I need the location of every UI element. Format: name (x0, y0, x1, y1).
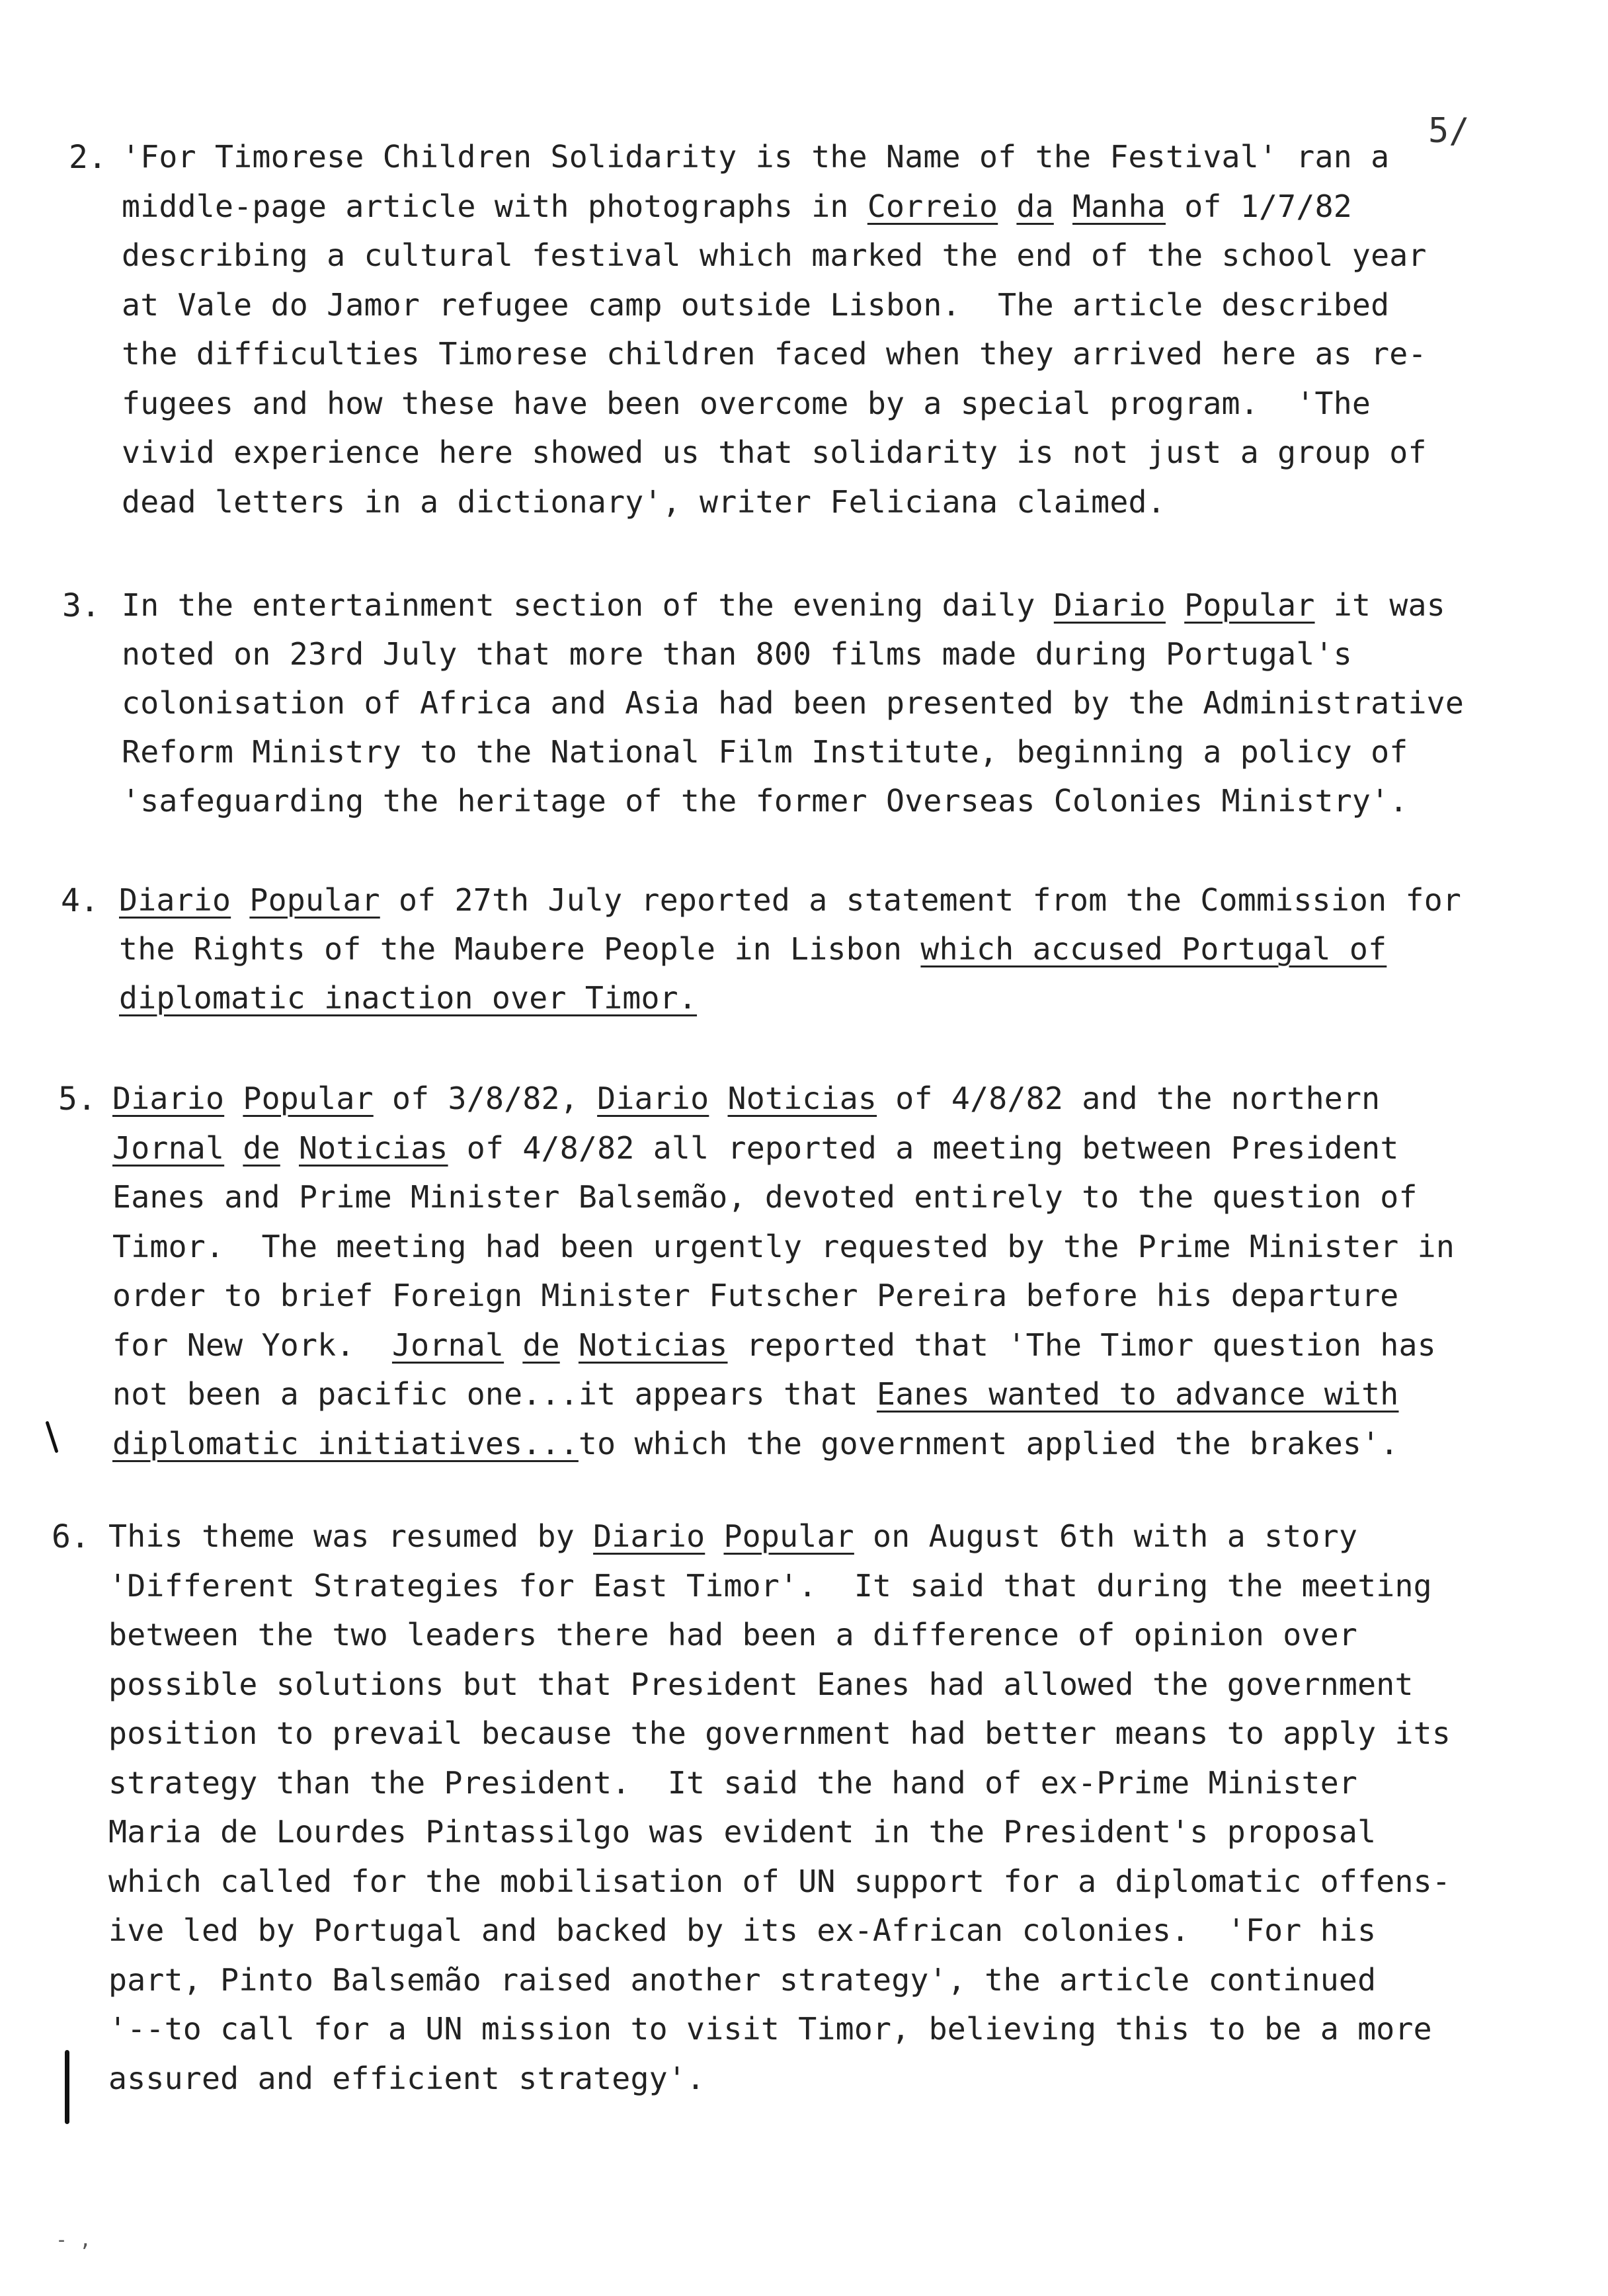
text-segment: which called for the mobilisation of UN support for a diplomatic offens- (108, 1863, 1451, 1899)
text-segment: middle-page article with photographs in (122, 188, 867, 224)
underlined-text: Popular (1184, 587, 1315, 623)
text-line (122, 783, 1408, 819)
text-segment: Eanes and Prime Minister Balsemão, devoted entirely to the question of (112, 1179, 1418, 1215)
text-line (108, 1864, 1451, 1899)
text-line (122, 188, 1352, 224)
text-line (108, 1568, 1432, 1604)
text-segment: of 1/7/82 (1166, 188, 1352, 224)
text-segment: of 4/8/82 and the northern (877, 1081, 1381, 1116)
text-segment: Reform Ministry to the National Film Institute, beginning a policy of (122, 734, 1408, 770)
text-line (119, 882, 1461, 918)
text-segment: of 3/8/82, (373, 1081, 598, 1116)
text-line (112, 1130, 1399, 1166)
text-line (122, 636, 1352, 672)
text-segment: fugees and how these have been overcome by a special program. 'The (122, 385, 1371, 421)
margin-mark (45, 1420, 58, 1453)
text-segment (231, 882, 249, 918)
text-line (108, 1765, 1357, 1801)
text-segment: the Rights of the Maubere People in Lisbon (119, 931, 921, 967)
underlined-text: Noticias (578, 1327, 728, 1363)
text-segment: reported that 'The Timor question has (727, 1327, 1436, 1363)
margin-mark (65, 2050, 69, 2124)
text-segment (709, 1081, 727, 1116)
text-segment (224, 1130, 243, 1166)
underlined-text: Popular (243, 1081, 374, 1116)
text-segment (705, 1518, 723, 1554)
text-segment: at Vale do Jamor refugee camp outside Lisbon. The article described (122, 286, 1390, 323)
text-segment: 'safeguarding the heritage of the former Overseas Colonies Ministry'. (122, 783, 1408, 819)
underlined-text: Correio (867, 188, 998, 224)
item-number: 3. (62, 587, 100, 624)
text-line (122, 386, 1371, 421)
underlined-text: Noticias (727, 1081, 877, 1116)
text-line (112, 1179, 1418, 1215)
underlined-text: Diario (597, 1081, 709, 1116)
text-segment (998, 188, 1016, 224)
text-line (112, 1278, 1398, 1313)
text-line (108, 2011, 1432, 2047)
underlined-text: de (522, 1327, 560, 1363)
item-number: 2. (69, 139, 107, 176)
underlined-text: de (243, 1129, 280, 1166)
text-line (122, 734, 1408, 770)
scan-artifact: - , (56, 2229, 92, 2252)
underlined-text: Manha (1072, 188, 1166, 224)
text-segment: on August 6th with a story (854, 1518, 1358, 1554)
text-segment (1054, 188, 1072, 224)
underlined-text: Noticias (299, 1129, 448, 1166)
text-line (122, 237, 1427, 273)
text-line (112, 1081, 1380, 1116)
text-line (122, 484, 1166, 520)
text-line (108, 2061, 705, 2096)
text-segment: Timor. The meeting had been urgently requested by the Prime Minister in (112, 1228, 1455, 1264)
text-segment: 'Different Strategies for East Timor'. It said that during the meeting (108, 1567, 1432, 1604)
text-segment: part, Pinto Balsemão raised another strategy', the article continued (108, 1961, 1377, 1998)
text-segment: not been a pacific one...it appears that (112, 1376, 877, 1412)
text-segment: it was (1314, 587, 1445, 623)
text-segment (504, 1327, 522, 1363)
text-segment: position to prevail because the government had better means to apply its (108, 1715, 1451, 1751)
text-line (122, 287, 1389, 323)
underlined-text: Diario (112, 1081, 225, 1116)
text-line (108, 1912, 1376, 1948)
text-line (112, 1376, 1399, 1412)
text-segment: the difficulties Timorese children faced when they arrived here as re- (122, 336, 1427, 372)
text-segment: to which the government applied the brakes'. (578, 1425, 1399, 1461)
underlined-text: diplomatic inaction over Timor. (119, 980, 698, 1016)
text-segment: colonisation of Africa and Asia had been presented by the Administrative (122, 685, 1465, 721)
underlined-text: Diario (119, 882, 231, 918)
underlined-text: diplomatic initiatives... (112, 1425, 579, 1461)
text-segment (1166, 587, 1184, 623)
text-segment: of 4/8/82 all reported a meeting between President (448, 1129, 1399, 1166)
text-segment: possible solutions but that President Eanes had allowed the government (108, 1666, 1414, 1702)
text-line (108, 1814, 1376, 1850)
text-line (108, 1518, 1357, 1554)
text-line (122, 139, 1389, 175)
underlined-text: Eanes wanted to advance with (877, 1376, 1399, 1412)
underlined-text: Diario (593, 1518, 705, 1554)
underlined-text: Jornal (391, 1327, 504, 1363)
underlined-text: which accused Portugal of (920, 931, 1387, 967)
text-segment (280, 1130, 299, 1166)
text-segment: for New York. (112, 1327, 392, 1363)
text-line (119, 980, 697, 1016)
text-line (112, 1327, 1436, 1363)
underlined-text: Diario (1053, 587, 1166, 623)
item-number: 5. (58, 1081, 97, 1118)
text-line (108, 1962, 1376, 1998)
text-segment: strategy than the President. It said the hand of ex-Prime Minister (108, 1764, 1358, 1801)
text-segment: order to brief Foreign Minister Futscher Pereira before his departure (112, 1278, 1399, 1313)
text-segment (560, 1327, 579, 1363)
page-number: 5/ (1428, 111, 1470, 151)
text-line (108, 1715, 1451, 1751)
text-segment: noted on 23rd July that more than 800 films made during Portugal's (122, 636, 1352, 672)
text-segment: assured and efficient strategy'. (108, 2060, 705, 2096)
text-line (122, 336, 1427, 372)
item-number: 4. (61, 882, 99, 919)
text-line (112, 1426, 1399, 1461)
text-line (108, 1666, 1414, 1702)
text-segment: '--to call for a UN mission to visit Timor, believing this to be a more (108, 2011, 1432, 2047)
text-line (122, 685, 1464, 721)
text-segment: describing a cultural festival which marked the end of the school year (122, 237, 1427, 273)
text-segment: between the two leaders there had been a difference of opinion over (108, 1617, 1358, 1653)
text-line (122, 434, 1427, 470)
text-line (119, 931, 1387, 967)
item-number: 6. (52, 1518, 90, 1555)
text-line (108, 1617, 1357, 1653)
underlined-text: Jornal (112, 1129, 225, 1166)
text-segment: dead letters in a dictionary', writer Feliciana claimed. (122, 483, 1166, 520)
underlined-text: Popular (723, 1518, 854, 1554)
text-segment: In the entertainment section of the evening daily (122, 587, 1054, 623)
text-segment: 'For Timorese Children Solidarity is the Name of the Festival' ran a (122, 139, 1390, 175)
text-line (112, 1229, 1455, 1264)
text-segment: This theme was resumed by (108, 1518, 594, 1554)
text-segment: of 27th July reported a statement from the Commission for (380, 882, 1462, 918)
text-segment: ive led by Portugal and backed by its ex-African colonies. 'For his (108, 1912, 1377, 1948)
text-segment (224, 1081, 243, 1116)
text-line (122, 587, 1445, 623)
underlined-text: Popular (249, 882, 380, 918)
underlined-text: da (1016, 188, 1054, 224)
text-segment: vivid experience here showed us that solidarity is not just a group of (122, 434, 1427, 470)
text-segment: Maria de Lourdes Pintassilgo was evident in the President's proposal (108, 1814, 1377, 1850)
